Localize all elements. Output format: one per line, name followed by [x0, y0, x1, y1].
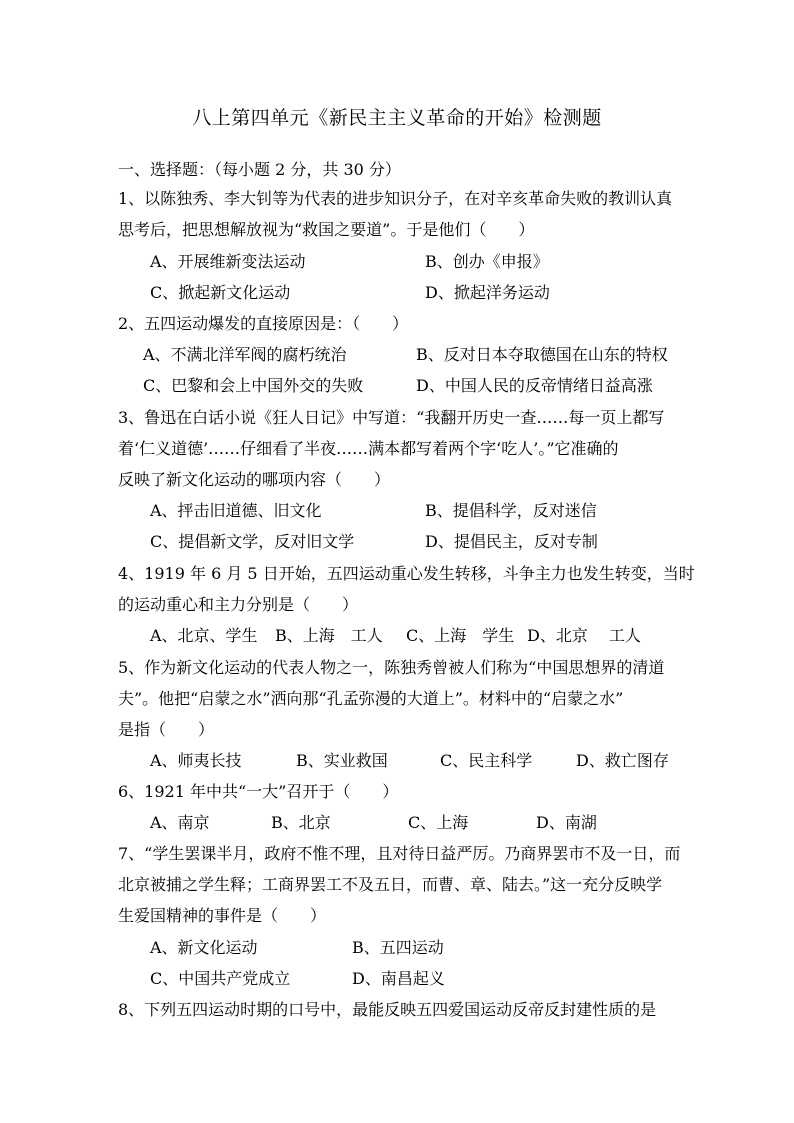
q2-option-c: C、巴黎和会上中国外交的失败	[143, 376, 364, 395]
question-7-line-3: 生爱国精神的事件是（ ）	[118, 906, 327, 925]
q4-option-c: C、上海 学生	[406, 626, 515, 645]
question-1-line-2: 思考后，把思想解放视为“救国之要道”。于是他们（ ）	[118, 220, 535, 239]
question-5-line-3: 是指（ ）	[118, 720, 215, 739]
question-6-line-1: 6、1921 年中共“一大”召开于（ ）	[118, 782, 399, 801]
question-3-line-2: 着‘仁义道德’……仔细看了半夜……满本都写着两个字‘吃人’。”它准确的	[118, 439, 619, 458]
question-4-line-2: 的运动重心和主力分别是（ ）	[118, 595, 359, 614]
q7-option-c: C、中国共产党成立	[150, 969, 291, 988]
question-3-line-1: 3、鲁迅在白话小说《狂人日记》中写道：“我翻开历史一查……每一页上都写	[118, 408, 665, 427]
q5-option-d: D、救亡图存	[576, 751, 669, 770]
q1-option-a: A、开展维新变法运动	[150, 252, 306, 271]
q1-option-c: C、掀起新文化运动	[150, 283, 291, 302]
q6-option-b: B、北京	[271, 813, 331, 832]
q1-option-d: D、掀起洋务运动	[425, 283, 550, 302]
q5-option-a: A、师夷长技	[150, 751, 242, 770]
q7-option-a: A、新文化运动	[150, 938, 258, 957]
q3-option-b: B、提倡科学，反对迷信	[425, 501, 597, 520]
question-7-line-1: 7、“学生罢课半月，政府不惟不理，且对待日益严厉。乃商界罢市不及一日，而	[118, 844, 681, 863]
section-heading: 一、选择题：（每小题 2 分，共 30 分）	[118, 160, 401, 179]
q3-option-a: A、抨击旧道德、旧文化	[150, 501, 322, 520]
question-3-line-3: 反映了新文化运动的哪项内容（ ）	[118, 470, 391, 489]
q6-option-c: C、上海	[408, 813, 469, 832]
q7-option-d: D、南昌起义	[352, 969, 445, 988]
q1-option-b: B、创办《申报》	[425, 252, 549, 271]
q6-option-d: D、南湖	[536, 813, 597, 832]
q2-option-a: A、不满北洋军阀的腐朽统治	[143, 345, 347, 364]
q7-option-b: B、五四运动	[352, 938, 444, 957]
q2-option-d: D、中国人民的反帝情绪日益高涨	[416, 376, 653, 395]
q4-option-b: B、上海 工人	[275, 626, 383, 645]
question-1-line-1: 1、以陈独秀、李大钊等为代表的进步知识分子，在对辛亥革命失败的教训认真	[118, 189, 673, 208]
q5-option-c: C、民主科学	[440, 751, 533, 770]
q6-option-a: A、南京	[150, 813, 210, 832]
question-7-line-2: 北京被捕之学生释；工商界罢工不及五日，而曹、章、陆去。”这一充分反映学	[118, 875, 663, 894]
q3-option-d: D、提倡民主，反对专制	[425, 532, 598, 551]
question-4-line-1: 4、1919 年 6 月 5 日开始，五四运动重心发生转移，斗争主力也发生转变，当时	[118, 564, 695, 583]
question-5-line-1: 5、作为新文化运动的代表人物之一，陈独秀曾被人们称为“中国思想界的清道	[118, 658, 665, 677]
question-2-line-1: 2、五四运动爆发的直接原因是：（ ）	[118, 314, 409, 333]
q3-option-c: C、提倡新文学，反对旧文学	[150, 532, 355, 551]
q5-option-b: B、实业救国	[296, 751, 388, 770]
q2-option-b: B、反对日本夺取德国在山东的特权	[416, 345, 668, 364]
q4-option-a: A、北京、学生	[150, 626, 258, 645]
q4-option-d: D、北京 工人	[527, 626, 641, 645]
question-5-line-2: 夫”。他把“启蒙之水”洒向那“孔孟弥漫的大道上”。材料中的“启蒙之水”	[118, 689, 624, 708]
page-title: 八上第四单元《新民主主义革命的开始》检测题	[192, 107, 602, 129]
question-8-line-1: 8、下列五四运动时期的口号中，最能反映五四爱国运动反帝反封建性质的是	[118, 1000, 657, 1019]
